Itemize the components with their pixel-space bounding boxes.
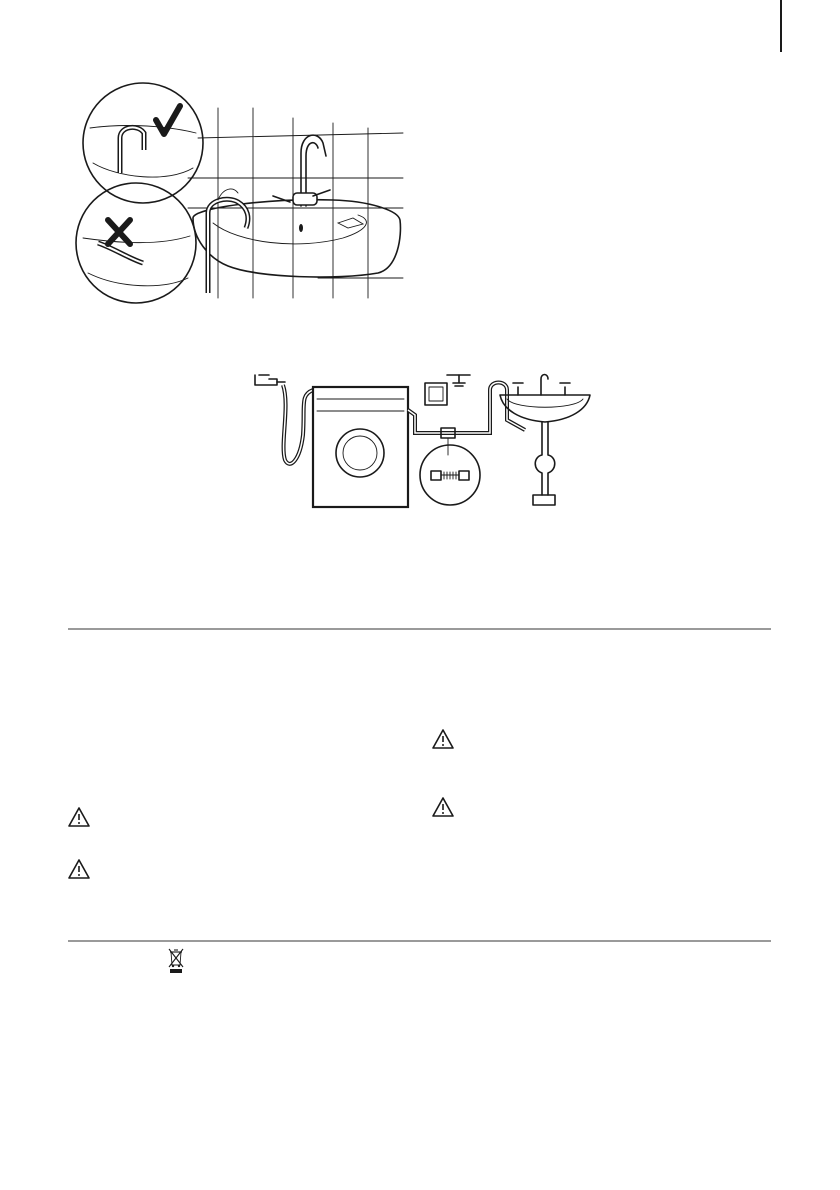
hose-connector-icon — [420, 445, 480, 505]
washbasin — [193, 200, 400, 277]
warning-triangle-icon — [432, 729, 454, 749]
warning-triangle-icon — [68, 859, 90, 879]
crossed-out-wheelie-bin-icon — [166, 948, 186, 974]
inlet-hose — [283, 385, 313, 464]
sink-hose-illustration — [68, 78, 408, 303]
warning-triangle-icon — [68, 807, 90, 827]
power-socket-icon — [425, 375, 470, 405]
drain-installation-diagram — [245, 365, 595, 510]
section-divider — [68, 628, 771, 630]
warning-triangle-icon — [432, 797, 454, 817]
incorrect-inset — [76, 183, 196, 303]
drain-hose — [208, 189, 248, 293]
cross-icon — [108, 220, 130, 244]
correct-inset — [83, 83, 203, 203]
check-icon — [156, 106, 180, 134]
washbasin-icon — [500, 375, 590, 506]
washing-machine-icon — [313, 387, 408, 507]
section-divider — [68, 940, 771, 942]
faucet — [273, 135, 330, 206]
water-tap-icon — [255, 375, 285, 385]
page-edge-mark — [780, 0, 782, 52]
